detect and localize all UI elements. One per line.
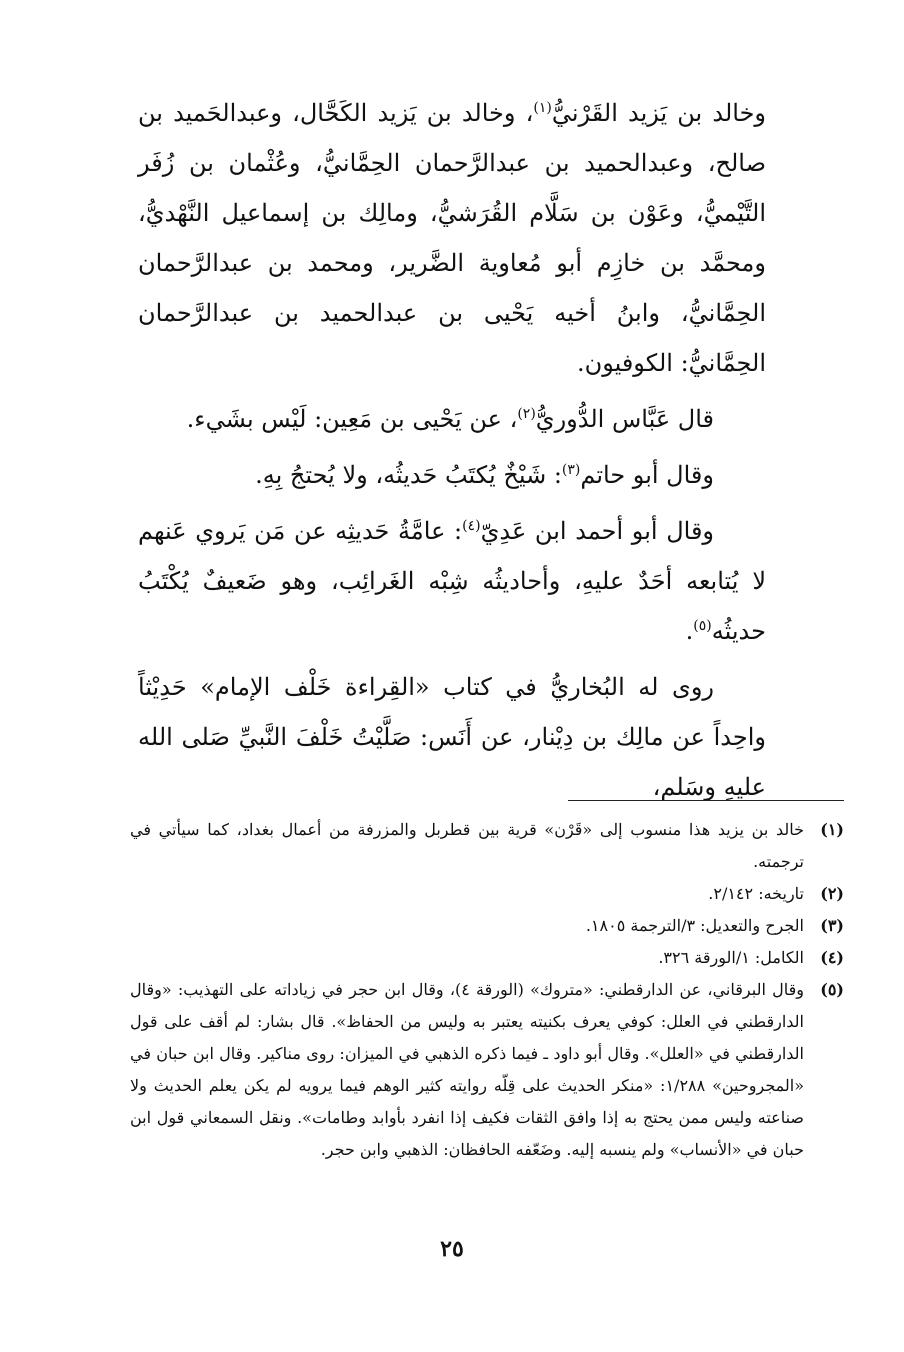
paragraph-abbas-duri-start: قال عَبَّاس الدُّوريُّ — [535, 405, 714, 433]
footnote-ref-1[interactable]: (١) — [533, 100, 552, 116]
paragraph-bukhari: روى له البُخاريُّ في كتاب «القِراءة خَلْف الإمام» حَدِيْثاً واحِداً عن مالِك بن دِيْنار، عن أَنَس: صَلَّيْتُ خَلْفَ النَّبيِّ صَلى الله عليهِ وسَلم، — [138, 673, 767, 801]
footnote-1 — [130, 814, 844, 878]
paragraph-narrators-rest: ، وخالد بن يَزيد الكَحَّال، وعبدالحَميد بن صالح، وعبدالحميد بن عبدالرَّحمان الحِمَّانيُّ، وعُثْمان بن زُفَر التَّيْميُّ، وعَوْن بن سَلَّام القُرَشيُّ، ومالِك بن إسماعيل النَّهْديُّ، ومحمَّد بن خازِم أبو مُعاوية الضَّرير، ومحمد بن عبدالرَّحمان الحِمَّانيُّ، وابنُ أخيه يَحْيى بن عبدالحميد بن عبدالرَّحمان الحِمَّانيُّ: الكوفيون. — [138, 99, 766, 377]
paragraph-narrators-start: وخالد بن يَزيد القَرْنيُّ — [551, 99, 766, 127]
footnote-divider — [568, 800, 844, 801]
footnote-4 — [130, 942, 844, 974]
footnote-5 — [130, 974, 844, 1166]
paragraph-abu-hatim-start: وقال أبو حاتم — [580, 461, 714, 489]
footnote-ref-2[interactable]: (٢) — [517, 406, 536, 422]
paragraph-abu-hatim-rest: : شَيْخٌ يُكتَبُ حَديثُه، ولا يُحتجُ بِهِ. — [255, 461, 562, 489]
footnotes-section — [130, 814, 844, 1166]
paragraph-narrators — [138, 88, 766, 388]
footnote-text: الكامل: ١/الورقة ٣٢٦. — [658, 948, 804, 967]
footnote-3 — [130, 910, 844, 942]
footnote-number: (٢) — [820, 884, 844, 903]
footnote-number: (١) — [820, 820, 844, 839]
paragraph-ibn-adi-middle: : عامَّةُ حَديثِه عن مَن يَروي عَنهم لا يُتابعه أحَدٌ عليهِ، وأحاديثُه شِبْه الغَرائِب، وهو ضَعيفٌ يُكْتَبُ حديثُه — [138, 517, 766, 645]
paragraph-ibn-adi-end: . — [685, 617, 694, 645]
footnote-ref-3[interactable]: (٣) — [561, 462, 581, 478]
footnote-number: (٤) — [820, 948, 844, 967]
footnote-text: الجرح والتعديل: ٣/الترجمة ١٨٠٥. — [585, 916, 804, 935]
main-text-body — [138, 88, 766, 812]
paragraph-ibn-adi-start: وقال أبو أحمد ابن عَدِيّ — [480, 517, 715, 545]
footnote-number: (٥) — [820, 980, 844, 999]
footnote-number: (٣) — [820, 916, 844, 935]
footnote-text: تاريخه: ٢/١٤٢. — [708, 884, 804, 903]
footnote-text: خالد بن يزيد هذا منسوب إلى «قَرْن» قرية بين قطربل والمزرفة من أعمال بغداد، كما سيأتي في ترجمته. — [130, 820, 804, 871]
paragraph-abbas-duri-rest: ، عن يَحْيى بن مَعِين: لَيْس بشَيء. — [186, 405, 518, 433]
footnote-ref-5[interactable]: (٥) — [693, 618, 712, 634]
footnote-text: وقال البرقاني، عن الدارقطني: «متروك» (الورقة ٤)، وقال ابن حجر في زياداته على التهذيب: «وقال الدارقطني في العلل: كوفي يعرف بكنيته يعتبر به وليس من الحفاظ». قال بشار: لم أقف على قول الدارقطني في «العلل». وقال أبو داود ـ فيما ذكره الذهبي في الميزان: روى مناكير. وقال ابن حبان في «المجروحين» ١/٢٨٨: «منكر الحديث على قِلّه روايته كثير الوهم فيما يرويه لم يكن يعلم الحديث ولا صناعته وليس ممن يحتج به إذا وافق الثقات فكيف إذا انفرد بأوابد وطامات». ونقل السمعاني قول ابن حبان في «الأنساب» ولم ينسبه إليه. وضَعّفه الحافظان: الذهبي وابن حجر. — [130, 980, 805, 1159]
footnote-2 — [130, 878, 844, 910]
page-number: ٢٥ — [440, 1236, 464, 1262]
footnote-ref-4[interactable]: (٤) — [462, 518, 481, 534]
paragraph-abu-hatim — [138, 450, 766, 500]
paragraph-ibn-adi — [138, 506, 766, 656]
paragraph-abbas-duri — [138, 394, 766, 444]
